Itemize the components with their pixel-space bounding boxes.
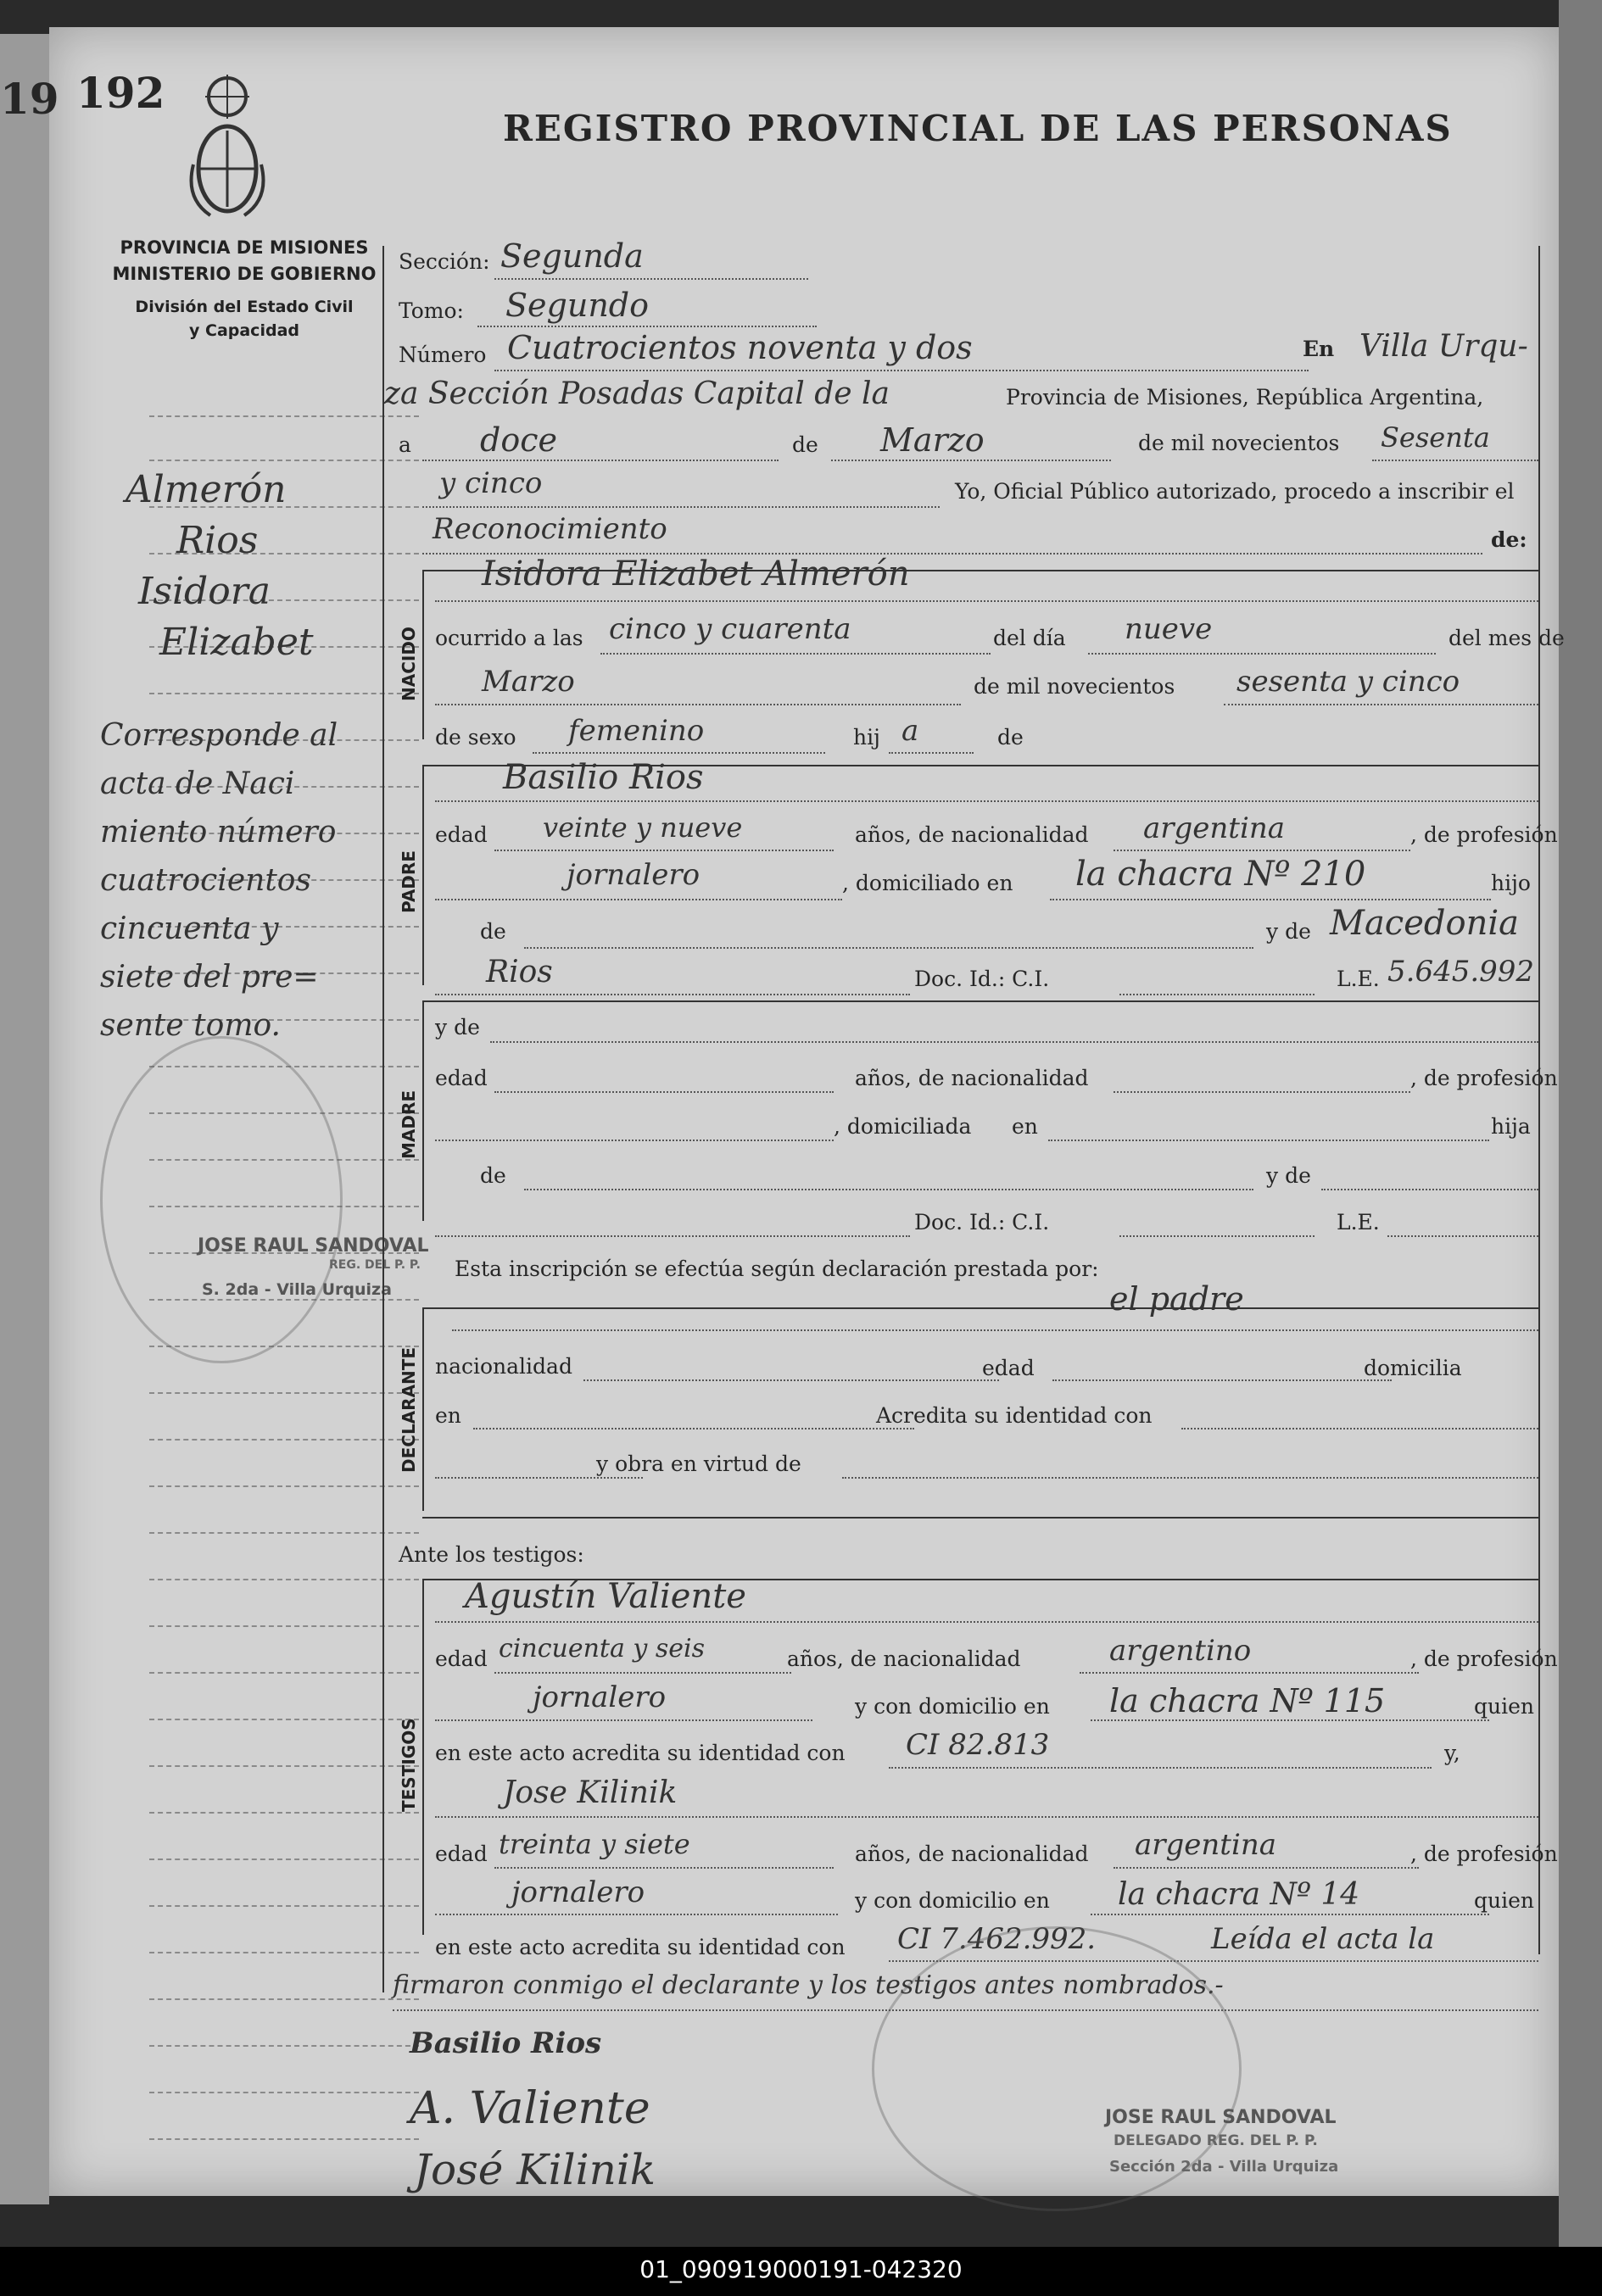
padre-nac-label: años, de nacionalidad xyxy=(855,822,1089,847)
testigo-1-name: Agustín Valiente xyxy=(465,1577,746,1616)
madre-doc-label: Doc. Id.: C.I. xyxy=(914,1210,1050,1234)
nacido-divider xyxy=(422,570,424,739)
sexo-label: de sexo xyxy=(435,725,516,750)
margin-note-line-3: miento número xyxy=(100,815,337,850)
padre-dom-label: , domiciliado en xyxy=(842,871,1013,895)
margin-note-line-5: cincuenta y xyxy=(100,911,279,946)
testigo-2-edad-value: treinta y siete xyxy=(499,1828,690,1860)
madre-le-label: L.E. xyxy=(1337,1210,1380,1234)
org-division-2: y Capacidad xyxy=(189,321,299,340)
padre-nac-value: argentina xyxy=(1143,811,1286,845)
declarante-dom-label: domicilia xyxy=(1364,1356,1462,1380)
seccion-label: Sección: xyxy=(399,249,490,274)
margin-surname-1: Almerón xyxy=(126,468,287,511)
nacido-year: sesenta y cinco xyxy=(1236,665,1460,699)
closing-line-1: Leída el acta la xyxy=(1211,1922,1435,1956)
declarante-en-label: en xyxy=(435,1403,461,1428)
numero-value: Cuatrocientos noventa y dos xyxy=(507,329,973,366)
margin-note-line-6: siete del pre= xyxy=(100,960,319,995)
padre-y-de-label: y de xyxy=(1266,919,1311,944)
testigo-1-y-label: y, xyxy=(1444,1741,1460,1765)
tomo-value: Segundo xyxy=(505,287,649,324)
madre-hija-label: hija xyxy=(1491,1114,1531,1139)
padre-mother-value: Macedonia xyxy=(1330,904,1519,943)
act-type-value: Reconocimiento xyxy=(433,512,667,546)
book-spine-edge xyxy=(1559,0,1602,2247)
testigo-2-nac-value: argentina xyxy=(1135,1828,1277,1862)
madre-y-de-label: y de xyxy=(435,1015,480,1039)
closing-line-2: firmaron conmigo el declarante y los testigos antes nombrados.- xyxy=(393,1970,1224,2000)
year-value: Sesenta xyxy=(1381,421,1490,454)
day-value: doce xyxy=(480,421,557,459)
testigo-2-acredita-label: en este acto acredita su identidad con xyxy=(435,1935,846,1959)
padre-edad-label: edad xyxy=(435,822,488,847)
testigo-2-dom-label: y con domicilio en xyxy=(855,1888,1050,1913)
padre-name: Basilio Rios xyxy=(503,758,704,797)
testigos-ante-label: Ante los testigos: xyxy=(399,1542,584,1567)
de-label: de xyxy=(792,432,818,457)
testigo-1-acredita-value: CI 82.813 xyxy=(906,1728,1050,1762)
testigo-1-edad-value: cincuenta y seis xyxy=(499,1634,706,1663)
declarante-top xyxy=(422,1307,1538,1309)
hij-value: a xyxy=(901,714,919,748)
a-label: a xyxy=(399,432,411,457)
margin-note-line-7: sente tomo. xyxy=(100,1008,281,1043)
previous-folio-number: 19 xyxy=(0,74,59,124)
previous-page-edge xyxy=(0,34,49,2204)
stamp-right-section: Sección 2da - Villa Urquiza xyxy=(1109,2158,1339,2176)
ocurrido-label: ocurrido a las xyxy=(435,626,583,650)
testigo-2-prof-label: , de profesión xyxy=(1410,1842,1558,1866)
signature-declarante: Basilio Rios xyxy=(410,2026,602,2060)
nacido-month: Marzo xyxy=(482,665,575,699)
testigo-1-dom-value: la chacra Nº 115 xyxy=(1109,1682,1386,1719)
padre-hijo-label: hijo xyxy=(1491,871,1531,895)
padre-de-label: de xyxy=(480,919,506,944)
testigo-1-dom-label: y con domicilio en xyxy=(855,1694,1050,1719)
testigo-2-acredita-value: CI 7.462.992. xyxy=(897,1922,1097,1956)
margin-note-line-2: acta de Naci xyxy=(100,766,295,801)
padre-divider xyxy=(422,765,424,985)
madre-divider xyxy=(422,1000,424,1221)
testigo-1-edad-label: edad xyxy=(435,1647,488,1671)
margin-surname-2: Rios xyxy=(176,519,259,562)
madre-top xyxy=(422,1000,1538,1002)
seccion-value: Segunda xyxy=(500,237,644,275)
testigos-label: TESTIGOS xyxy=(399,1718,419,1812)
margin-note-line-1: Corresponde al xyxy=(100,718,338,753)
official-stamp-left xyxy=(100,1036,343,1363)
testigo-1-quien-label: quien xyxy=(1474,1694,1534,1719)
testigo-1-acredita-label: en este acto acredita su identidad con xyxy=(435,1741,846,1765)
folio-number: 192 xyxy=(76,68,165,118)
declarante-value: el padre xyxy=(1109,1280,1244,1318)
padre-edad-value: veinte y nueve xyxy=(543,811,743,844)
margin-note-line-4: cuatrocientos xyxy=(100,863,311,898)
del-mes-label: del mes de xyxy=(1448,626,1565,650)
tomo-label: Tomo: xyxy=(399,298,464,323)
padre-le-label: L.E. xyxy=(1337,967,1380,991)
padre-le-value: 5.645.992 xyxy=(1387,955,1535,989)
madre-edad-label: edad xyxy=(435,1066,488,1090)
year-value-2: y cinco xyxy=(439,466,543,500)
declarante-obra-label: y obra en virtud de xyxy=(596,1452,801,1476)
form-border-left xyxy=(382,246,384,1992)
declarante-intro: Esta inscripción se efectúa según declaración prestada por: xyxy=(455,1257,1099,1281)
testigo-2-quien-label: quien xyxy=(1474,1888,1534,1913)
declarante-bottom xyxy=(422,1517,1538,1519)
testigo-1-prof-value: jornalero xyxy=(533,1680,667,1714)
en-label: En xyxy=(1303,337,1335,361)
hij-label: hij xyxy=(853,725,880,750)
nacido-label: NACIDO xyxy=(399,627,419,701)
org-division: División del Estado Civil xyxy=(135,298,354,316)
signature-testigo-2: José Kilinik xyxy=(414,2145,656,2194)
margin-name-2: Elizabet xyxy=(159,621,314,664)
year-label: de mil novecientos xyxy=(1138,431,1340,455)
provincia-label: Provincia de Misiones, República Argentina, xyxy=(1006,385,1484,410)
testigo-2-dom-value: la chacra Nº 14 xyxy=(1118,1877,1360,1912)
testigo-1-nac-value: argentino xyxy=(1109,1634,1252,1668)
declarante-divider xyxy=(422,1307,424,1511)
padre-label: PADRE xyxy=(399,850,419,913)
testigo-2-edad-label: edad xyxy=(435,1842,488,1866)
stamp-left-title: REG. DEL P. P. xyxy=(329,1258,421,1272)
declarante-acredita-label: Acredita su identidad con xyxy=(876,1403,1153,1428)
form-border-right xyxy=(1538,246,1540,1954)
del-dia-label: del día xyxy=(993,626,1066,650)
place-value: za Sección Posadas Capital de la xyxy=(384,376,890,411)
record-page xyxy=(0,27,1565,2196)
stamp-left-name: JOSE RAUL SANDOVAL xyxy=(198,1235,429,1257)
madre-en-label: en xyxy=(1012,1114,1038,1139)
declarante-edad-label: edad xyxy=(982,1356,1035,1380)
padre-prof-label: , de profesión xyxy=(1410,822,1558,847)
testigos-divider xyxy=(422,1579,424,1935)
testigo-2-name: Jose Kilinik xyxy=(503,1775,678,1810)
madre-de-label: de xyxy=(480,1163,506,1188)
madre-y-de-2-label: y de xyxy=(1266,1163,1311,1188)
org-province: PROVINCIA DE MISIONES xyxy=(120,237,369,258)
nacido-year-label: de mil novecientos xyxy=(974,674,1175,699)
nacido-day: nueve xyxy=(1125,612,1213,646)
signature-testigo-1: A. Valiente xyxy=(410,2083,650,2134)
madre-prof-label: , de profesión xyxy=(1410,1066,1558,1090)
month-value: Marzo xyxy=(880,421,985,459)
testigo-1-nac-label: años, de nacionalidad xyxy=(787,1647,1021,1671)
madre-nac-label: años, de nacionalidad xyxy=(855,1066,1089,1090)
page-title: REGISTRO PROVINCIAL DE LAS PERSONAS xyxy=(503,108,1453,149)
stamp-right-name: JOSE RAUL SANDOVAL xyxy=(1105,2107,1337,2128)
de-colon-label: de: xyxy=(1491,527,1527,552)
testigo-2-prof-value: jornalero xyxy=(511,1875,645,1909)
nacido-full-name: Isidora Elizabet Almerón xyxy=(482,554,910,594)
nacido-time: cinco y cuarenta xyxy=(609,612,851,646)
padre-dom-value: la chacra Nº 210 xyxy=(1075,855,1366,894)
testigo-1-prof-label: , de profesión xyxy=(1410,1647,1558,1671)
numero-label: Número xyxy=(399,343,487,367)
padre-prof-value: jornalero xyxy=(567,858,701,892)
oficial-label: Yo, Oficial Público autorizado, procedo a inscribir el xyxy=(955,479,1515,504)
stamp-right-title: DELEGADO REG. DEL P. P. xyxy=(1114,2132,1318,2149)
margin-name-1: Isidora xyxy=(138,570,271,613)
org-ministry: MINISTERIO DE GOBIERNO xyxy=(112,264,377,284)
testigo-2-nac-label: años, de nacionalidad xyxy=(855,1842,1089,1866)
padre-doc-label: Doc. Id.: C.I. xyxy=(914,967,1050,991)
madre-label: MADRE xyxy=(399,1089,419,1159)
madre-dom-label: , domiciliada xyxy=(834,1114,972,1139)
nacido-de-label: de xyxy=(997,725,1024,750)
stamp-left-section: S. 2da - Villa Urquiza xyxy=(202,1280,392,1299)
sexo-value: femenino xyxy=(568,714,705,748)
padre-mother-surname: Rios xyxy=(486,955,553,989)
coat-of-arms-icon xyxy=(185,71,270,224)
scan-filename: 01_090919000191-042320 xyxy=(639,2255,963,2283)
en-value: Villa Urqu- xyxy=(1359,329,1528,364)
declarante-label: DECLARANTE xyxy=(399,1346,419,1473)
declarante-nac-label: nacionalidad xyxy=(435,1354,572,1379)
